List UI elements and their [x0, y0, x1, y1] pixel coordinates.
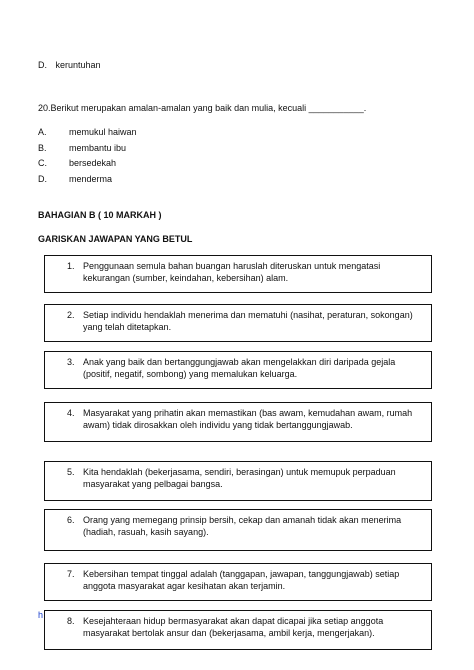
option-text: membantu ibu: [69, 143, 127, 153]
section-instruction: GARISKAN JAWAPAN YANG BETUL: [38, 234, 193, 244]
item-box-5: [44, 461, 432, 501]
option-letter: D.: [38, 60, 47, 70]
item-text: Kesejahteraan hidup bermasyarakat akan dapat dicapai jika setiap anggota masyarakat bertolak ansur dan (bekerjasama, ambil kerja, mengerjakan).: [83, 616, 384, 639]
item-box-6: [44, 509, 432, 551]
option-text: menderma: [69, 174, 113, 184]
option-text: bersedekah: [69, 158, 117, 168]
item-box-7: [44, 563, 432, 601]
question-20-text: 20.Berikut merupakan amalan-amalan yang baik dan mulia, kecuali ___________.: [38, 103, 367, 113]
item-text: Masyarakat yang prihatin akan memastikan (bas awam, kemudahan awam, rumah awam) tidak dirosakkan oleh individu yang tidak bertanggungjawab.: [83, 408, 413, 431]
item-text: Kebersihan tempat tinggal adalah (tanggapan, jawapan, tanggungjawab) setiap anggota masyarakat agar kesihatan akan terjamin.: [83, 569, 400, 592]
item-box-2: [44, 304, 432, 342]
item-number: 2.: [67, 310, 75, 320]
item-number: 1.: [67, 261, 75, 271]
option-letter: B.: [38, 143, 47, 153]
option-letter: A.: [38, 127, 47, 137]
item-text: Orang yang memegang prinsip bersih, cekap dan amanah tidak akan menerima (hadiah, rasuah, kasih sayang).: [83, 515, 402, 538]
item-text: Penggunaan semula bahan buangan haruslah diteruskan untuk mengatasi kekurangan (sumber, keindahan, kebersihan) alam.: [83, 261, 381, 284]
item-number: 5.: [67, 467, 75, 477]
item-number: 4.: [67, 408, 75, 418]
item-box-1: [44, 255, 432, 293]
item-number: 7.: [67, 569, 75, 579]
option-letter: C.: [38, 158, 47, 168]
option-text: keruntuhan: [55, 60, 101, 70]
item-box-8: [44, 610, 432, 650]
section-title: BAHAGIAN B ( 10 MARKAH ): [38, 210, 162, 220]
item-box-4: [44, 402, 432, 442]
item-number: 3.: [67, 357, 75, 367]
carry-over-option: [38, 59, 101, 71]
item-box-3: [44, 351, 432, 389]
item-number: 6.: [67, 515, 75, 525]
item-text: Setiap individu hendaklah menerima dan mematuhi (nasihat, peraturan, sokongan) yang telah ditetapkan.: [83, 310, 413, 333]
item-number: 8.: [67, 616, 75, 626]
option-letter: D.: [38, 174, 47, 184]
link-fragment[interactable]: h: [38, 610, 44, 620]
option-text: memukul haiwan: [69, 127, 137, 137]
item-text: Anak yang baik dan bertanggungjawab akan mengelakkan diri daripada gejala (positif, negatif, sombong) yang memalukan keluarga.: [83, 357, 396, 380]
item-text: Kita hendaklah (bekerjasama, sendiri, berasingan) untuk memupuk perpaduan masyarakat yang pelbagai bangsa.: [83, 467, 396, 490]
